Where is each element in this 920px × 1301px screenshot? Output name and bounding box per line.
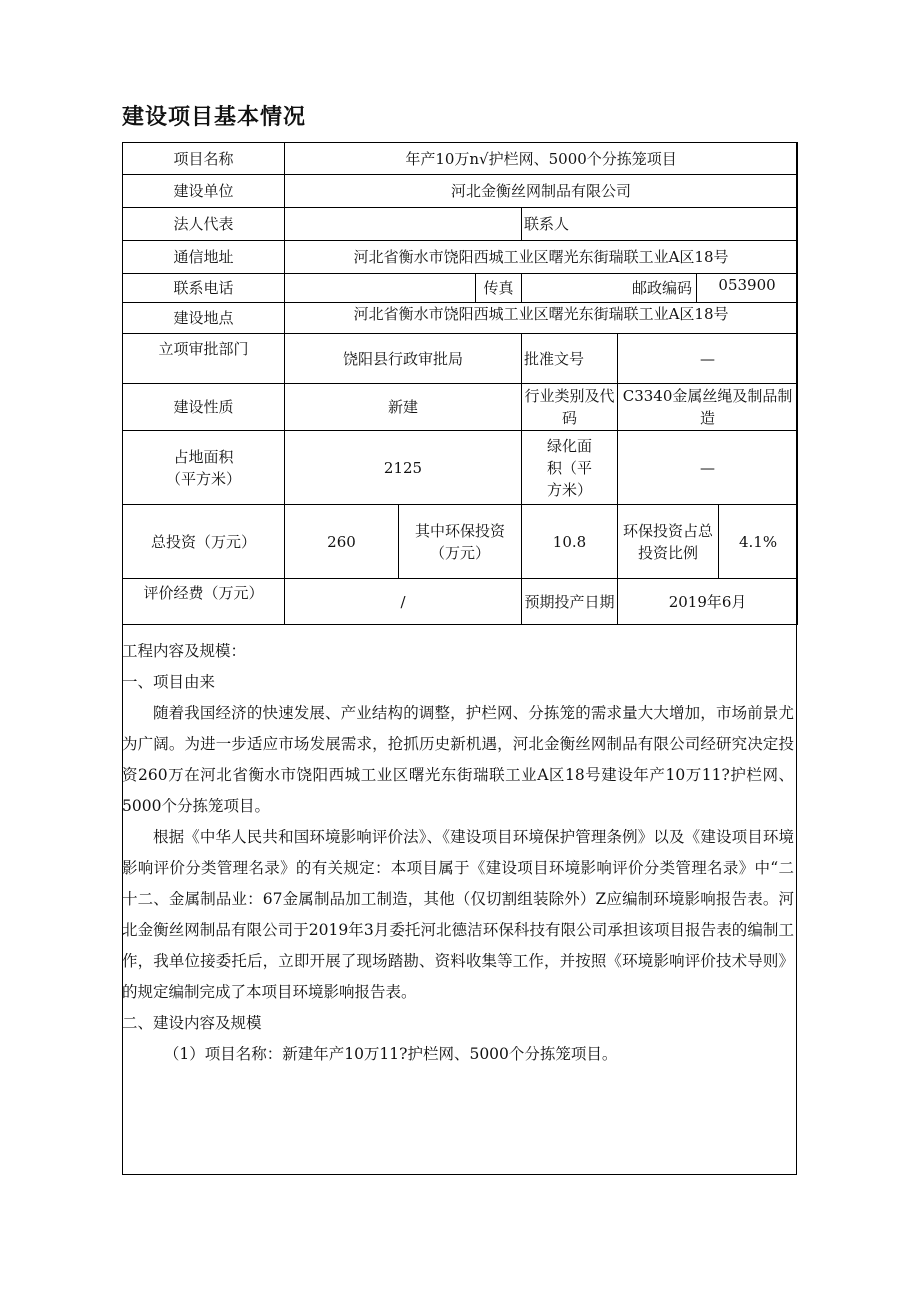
env-invest-value: 10.8 bbox=[522, 505, 618, 579]
green-value: — bbox=[618, 431, 798, 505]
env-ratio-label: 环保投资占总投资比例 bbox=[618, 505, 719, 579]
eval-fee-value: / bbox=[285, 579, 522, 625]
row-address bbox=[123, 241, 798, 274]
project-info-table bbox=[122, 142, 798, 625]
approval-doc-value: — bbox=[618, 334, 798, 384]
row-approval bbox=[123, 334, 798, 384]
approval-dept-value: 饶阳县行政审批局 bbox=[285, 334, 522, 384]
paragraph-regulation: 根据《中华人民共和国环境影响评价法》、《建设项目环境保护管理条例》以及《建设项目环境影响评价分类管理名录》的有关规定：本项目属于《建设项目环境影响评价分类管理名录》中“二十二、金属制品业：67金属制品加工制造，其他（仅切割组装除外）Z应编制环境影响报告表。河北金衡丝网制品有限公司于2019年3月委托河北德洁环保科技有限公司承担该项目报告表的编制工作，我单位接委托后，立即开展了现场踏勘、资料收集等工作，并按照《环境影响评价技术导则》的规定编制完成了本项目环境影响报告表。 bbox=[122, 828, 794, 1001]
row-investment bbox=[123, 505, 798, 579]
builder-label: 建设单位 bbox=[123, 175, 285, 208]
industry-value: C3340金属丝绳及制品制造 bbox=[618, 384, 798, 431]
row-legal-rep bbox=[123, 208, 798, 241]
nature-label: 建设性质 bbox=[123, 384, 285, 431]
row-eval-fee bbox=[123, 579, 798, 625]
env-ratio-value: 4.1% bbox=[719, 505, 798, 579]
approval-dept-label: 立项审批部门 bbox=[123, 334, 285, 384]
project-content bbox=[122, 636, 794, 1070]
area-label-line2: （平方米） bbox=[165, 469, 241, 488]
prod-date-label: 预期投产日期 bbox=[522, 579, 618, 625]
invest-label: 总投资（万元） bbox=[123, 505, 285, 579]
nature-value: 新建 bbox=[285, 384, 522, 431]
site-label: 建设地点 bbox=[123, 303, 285, 334]
page-title: 建设项目基本情况 bbox=[122, 105, 307, 130]
legal-rep-value bbox=[285, 208, 522, 241]
row-nature bbox=[123, 384, 798, 431]
address-label: 通信地址 bbox=[123, 241, 285, 274]
postcode-value: 053900 bbox=[697, 274, 798, 303]
legal-rep-label: 法人代表 bbox=[123, 208, 285, 241]
builder-value: 河北金衡丝网制品有限公司 bbox=[285, 175, 798, 208]
content-heading: 工程内容及规模： bbox=[122, 642, 247, 660]
approval-doc-label: 批准文号 bbox=[522, 334, 618, 384]
paragraph-origin: 随着我国经济的快速发展、产业结构的调整，护栏网、分拣笼的需求量大大增加，市场前景尤为广阔。为进一步适应市场发展需求，抢抓历史新机遇，河北金衡丝网制品有限公司经研究决定投资260万在河北省衡水市饶阳西城工业区曙光东街瑞联工业A区18号建设年产10万11?护栏网、5000个分拣笼项目。 bbox=[122, 704, 794, 815]
section1-heading: 一、项目由来 bbox=[122, 673, 216, 691]
contact-label: 联系人 bbox=[522, 208, 798, 241]
area-label-line1: 占地面积 bbox=[173, 447, 234, 466]
row-phone bbox=[123, 274, 798, 303]
row-area bbox=[123, 431, 798, 505]
fax-label: 传真 bbox=[476, 274, 522, 303]
site-value: 河北省衡水市饶阳西城工业区曙光东街瑞联工业A区18号 bbox=[285, 303, 798, 334]
env-invest-label: 其中环保投资（万元） bbox=[399, 505, 522, 579]
eval-fee-label: 评价经费（万元） bbox=[123, 579, 285, 625]
row-project-name bbox=[123, 143, 798, 175]
item-project-name: （1）项目名称：新建年产10万11?护栏网、5000个分拣笼项目。 bbox=[163, 1045, 618, 1063]
invest-value: 260 bbox=[285, 505, 399, 579]
industry-label: 行业类别及代码 bbox=[522, 384, 618, 431]
project-name-value: 年产10万n√护栏网、5000个分拣笼项目 bbox=[285, 143, 798, 175]
area-label bbox=[123, 431, 285, 505]
project-name-label: 项目名称 bbox=[123, 143, 285, 175]
address-value: 河北省衡水市饶阳西城工业区曙光东街瑞联工业A区18号 bbox=[285, 241, 798, 274]
prod-date-value: 2019年6月 bbox=[618, 579, 798, 625]
area-value: 2125 bbox=[285, 431, 522, 505]
postcode-label: 邮政编码 bbox=[522, 274, 697, 303]
green-label: 绿化面积（平方米） bbox=[522, 431, 618, 505]
phone-label: 联系电话 bbox=[123, 274, 285, 303]
phone-value bbox=[285, 274, 476, 303]
section2-heading: 二、建设内容及规模 bbox=[122, 1014, 262, 1032]
row-site bbox=[123, 303, 798, 334]
row-builder bbox=[123, 175, 798, 208]
